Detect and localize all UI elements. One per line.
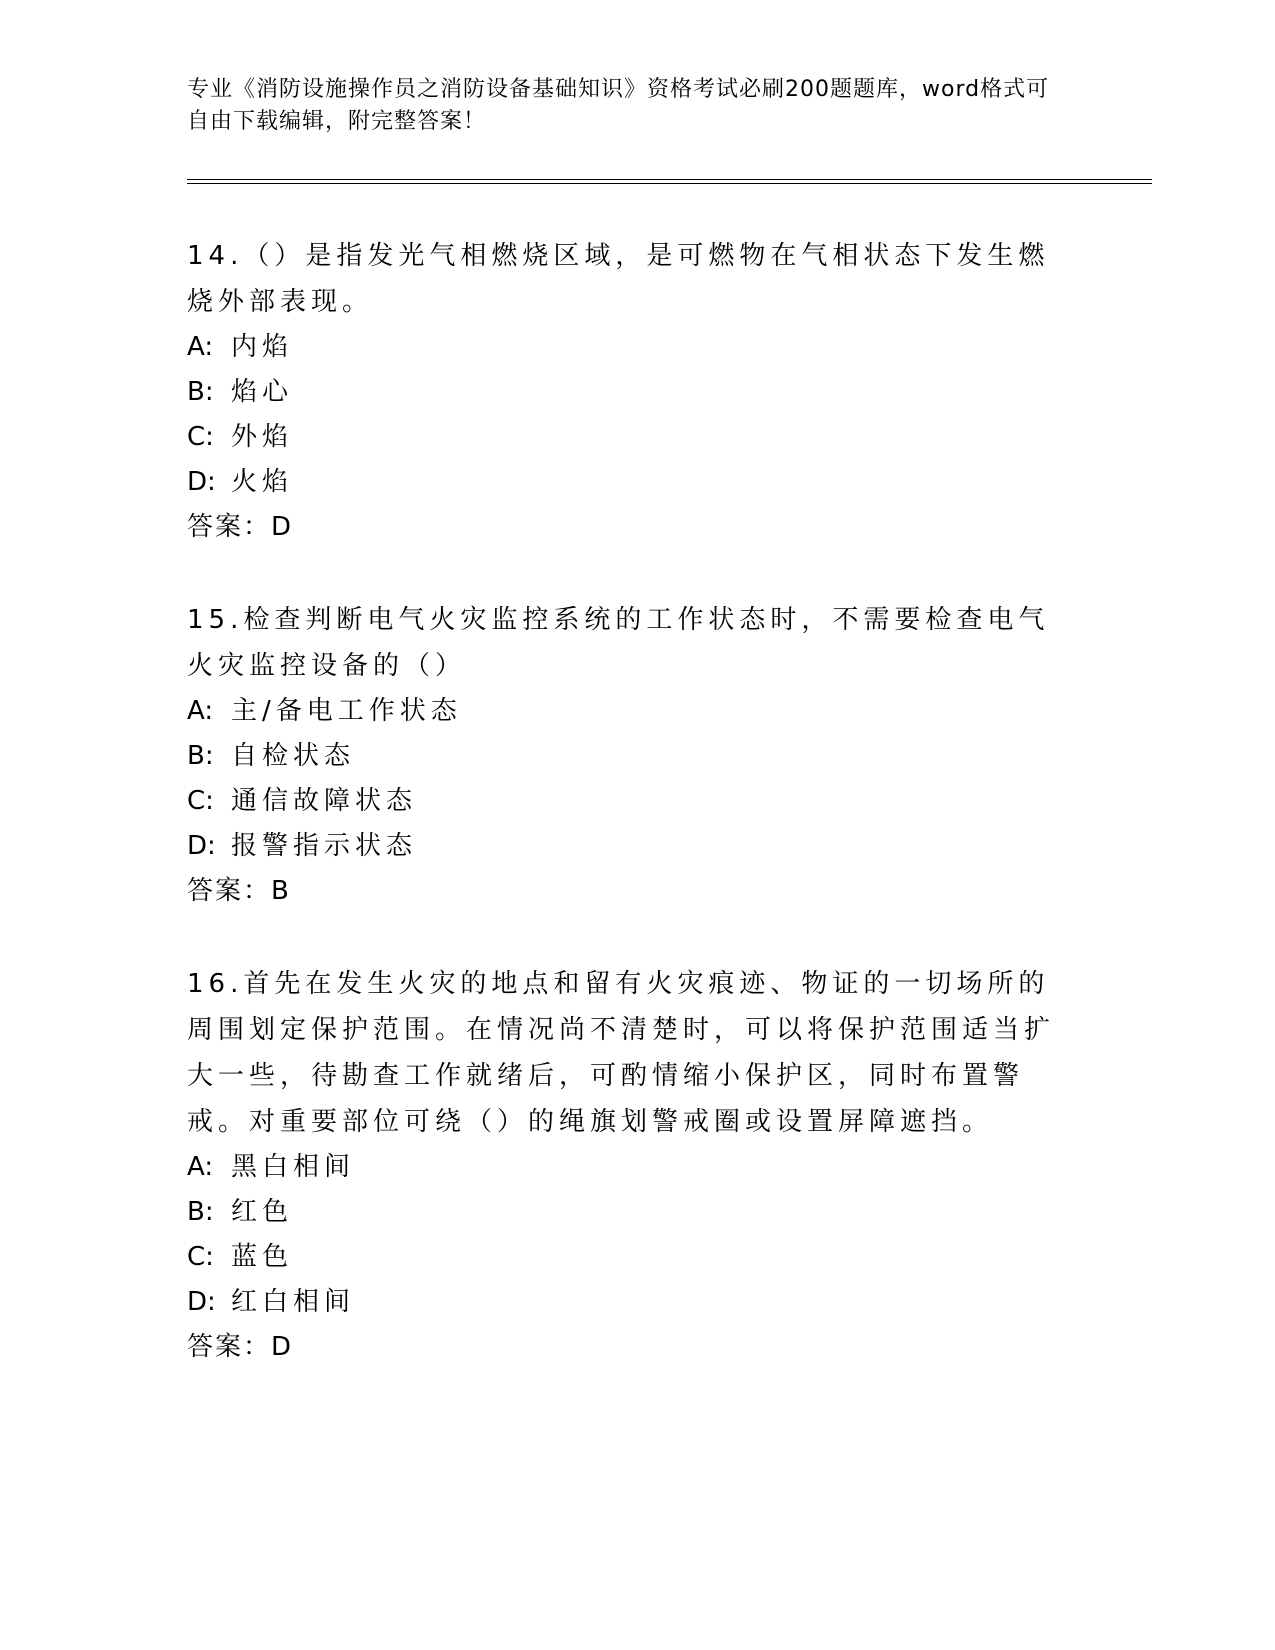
- option-b: [187, 370, 1077, 415]
- option-text: 红色: [231, 1197, 294, 1227]
- question-stem: 15.检查判断电气火灾监控系统的工作状态时，不需要检查电气火灾监控设备的（）: [187, 605, 1050, 681]
- option-letter: A:: [187, 332, 214, 362]
- option-letter: B:: [187, 1197, 214, 1227]
- option-text: 蓝色: [231, 1242, 294, 1272]
- question-15: [187, 597, 1077, 914]
- option-text: 内焰: [231, 332, 294, 362]
- option-c: [187, 779, 1077, 824]
- option-text: 黑白相间: [231, 1152, 356, 1182]
- document-header: 专业《消防设施操作员之消防设备基础知识》资格考试必刷200题题库，word格式可自由下载编辑，附完整答案！: [187, 77, 1050, 134]
- option-letter: D:: [187, 831, 216, 861]
- option-text: 红白相间: [231, 1287, 356, 1317]
- option-d: [187, 824, 1077, 869]
- option-letter: C:: [187, 422, 214, 452]
- option-d: [187, 460, 1077, 505]
- option-letter: B:: [187, 741, 214, 771]
- option-text: 报警指示状态: [231, 831, 418, 861]
- question-16: [187, 961, 1077, 1370]
- option-letter: B:: [187, 377, 214, 407]
- answer-line: 答案：D: [187, 512, 294, 542]
- option-text: 焰心: [231, 377, 294, 407]
- option-letter: C:: [187, 786, 214, 816]
- answer-line: 答案：B: [187, 876, 291, 906]
- option-c: [187, 415, 1077, 460]
- question-stem: 14.（）是指发光气相燃烧区域，是可燃物在气相状态下发生燃烧外部表现。: [187, 241, 1050, 317]
- option-a: [187, 1145, 1077, 1190]
- option-a: [187, 689, 1077, 734]
- option-a: [187, 325, 1077, 370]
- option-b: [187, 1190, 1077, 1235]
- option-text: 自检状态: [231, 741, 356, 771]
- question-14: [187, 233, 1077, 550]
- answer-line: 答案：D: [187, 1332, 294, 1362]
- option-text: 通信故障状态: [231, 786, 418, 816]
- option-letter: A:: [187, 696, 214, 726]
- option-b: [187, 734, 1077, 779]
- option-d: [187, 1280, 1077, 1325]
- option-text: 主/备电工作状态: [231, 696, 462, 726]
- question-stem: 16.首先在发生火灾的地点和留有火灾痕迹、物证的一切场所的周围划定保护范围。在情况尚不清楚时，可以将保护范围适当扩大一些，待勘查工作就绪后，可酌情缩小保护区，同时布置警戒。对重要部位可绕（）的绳旗划警戒圈或设置屏障遮挡。: [187, 969, 1056, 1137]
- header-divider-top: [187, 179, 1152, 180]
- header-divider-bottom: [187, 183, 1152, 184]
- option-letter: D:: [187, 467, 216, 497]
- option-text: 火焰: [231, 467, 294, 497]
- option-letter: A:: [187, 1152, 214, 1182]
- option-c: [187, 1235, 1077, 1280]
- option-text: 外焰: [231, 422, 294, 452]
- option-letter: C:: [187, 1242, 214, 1272]
- option-letter: D:: [187, 1287, 216, 1317]
